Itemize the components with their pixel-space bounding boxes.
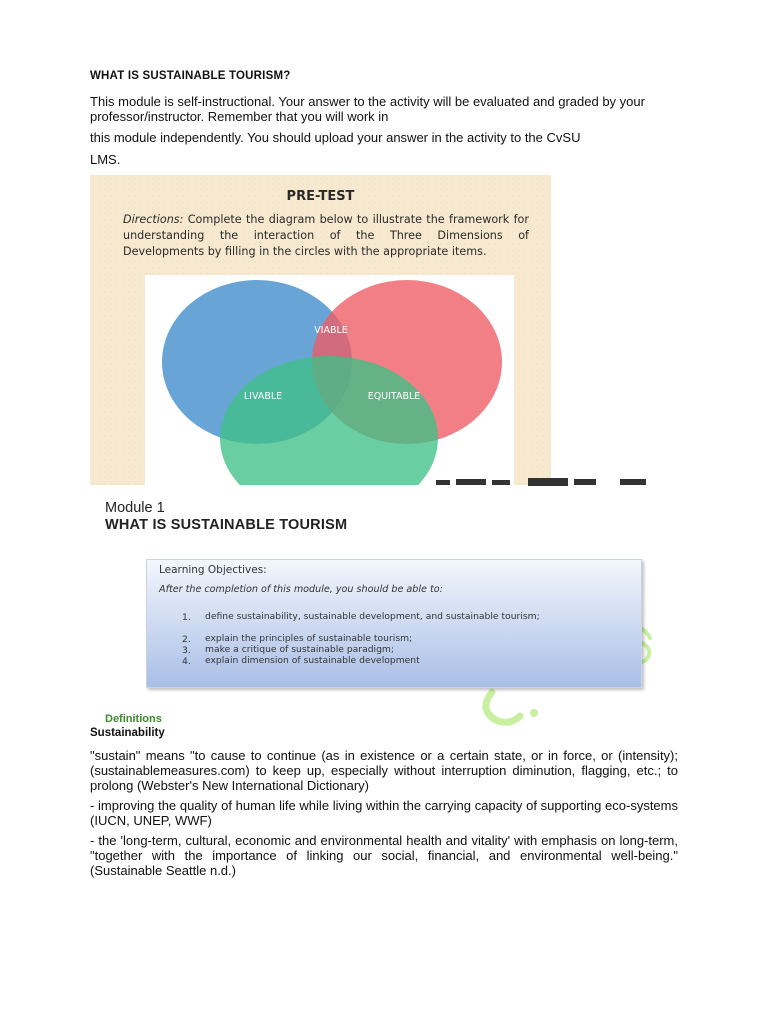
intro-paragraph-line-3: LMS. [90,152,121,167]
objective-item: define sustainability, sustainable development, and sustainable tourism; [205,611,540,622]
objectives-intro: After the completion of this module, you should be able to: [159,584,443,595]
intro-paragraph-line-2: this module independently. You should upload your answer in the activity to the CvSU [90,130,581,145]
venn-diagram-panel [145,275,514,485]
venn-label-viable: VIABLE [314,325,348,336]
module-title: WHAT IS SUSTAINABLE TOURISM [105,517,348,533]
objective-number: 4. [182,656,191,667]
learning-objectives-box [146,559,642,688]
pretest-image [90,175,551,485]
venn-diagram [145,275,514,485]
definition-entry: - the 'long-term, cultural, economic and environmental health and vitality' with emphasis on long-term, "together with the importance of linking our social, financial, and environmental well-being." (Sustainable Seattle n.d.) [90,833,678,878]
definitions-heading: Definitions [105,713,162,725]
objective-item: explain dimension of sustainable development [205,655,420,666]
objective-number: 2. [182,634,191,645]
sustainability-term: Sustainability [90,727,165,739]
objective-item: make a critique of sustainable paradigm; [205,644,394,655]
module-label: Module 1 [105,500,165,516]
directions-label: Directions: [123,213,184,226]
objective-number: 3. [182,645,191,656]
venn-circles [162,280,502,485]
pretest-title: PRE-TEST [286,189,355,204]
pretest-directions [123,212,529,260]
directions-text: Complete the diagram below to illustrate the framework for understanding the interaction of the Three Dimensions of Developments by filling in the circles with the appropriate items. [123,213,529,258]
scan-artifact [432,476,672,490]
objective-item: explain the principles of sustainable tourism; [205,633,413,644]
definition-entry: "sustain" means "to cause to continue (as in existence or a certain state, or in force, or (intensity); (sustainablemeasures.com) to keep up, especially without interruption diminution, flagging, etc.; to prolong (Webster's New International Dictionary) [90,748,678,793]
objectives-heading: Learning Objectives: [159,564,267,576]
venn-label-livable: LIVABLE [243,391,283,402]
objective-number: 1. [182,612,191,623]
intro-paragraph-line-1: This module is self-instructional. Your answer to the activity will be evaluated and graded by your professor/instructor. Remember that you will work in [90,94,645,124]
definition-entry: - improving the quality of human life while living within the carrying capacity of supporting eco-systems (IUCN, UNEP, WWF) [90,798,678,828]
document-title: WHAT IS SUSTAINABLE TOURISM? [90,70,291,82]
venn-label-equitable: EQUITABLE [367,391,421,402]
